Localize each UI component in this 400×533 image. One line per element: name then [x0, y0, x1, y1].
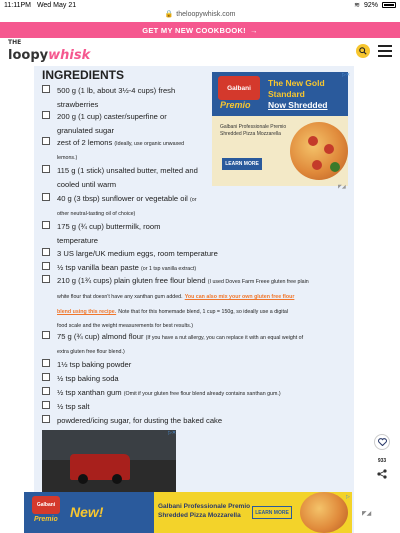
ingredient-checkbox[interactable] [42, 262, 50, 270]
ad-new-label: New! [70, 504, 104, 520]
status-date: Wed May 21 [36, 1, 77, 9]
status-time: 11:11PM [4, 1, 31, 9]
pizza-image [290, 122, 348, 180]
ingredient-checkbox[interactable] [42, 331, 50, 339]
ingredient-item: 200 g (1 cup) caster/superfine or granulated sugar [42, 110, 217, 138]
search-icon [359, 47, 367, 55]
video-ad[interactable] [42, 430, 176, 496]
ingredient-checkbox[interactable] [42, 359, 50, 367]
logo-whisk: whisk [48, 48, 91, 63]
pizza-image [300, 492, 348, 533]
ingredient-item: zest of 2 lemons (Ideally, use organic unwaxed lemons.) [42, 136, 222, 165]
ad-learn-more-button[interactable]: LEARN MORE [252, 506, 292, 519]
ad-learn-more-button[interactable]: LEARN MORE [222, 158, 262, 170]
close-ad-icon[interactable]: ◤◢ [362, 511, 372, 517]
ad-brand-logo: Galbani [32, 496, 60, 514]
blend-recipe-link[interactable]: blend using this recipe. [57, 309, 117, 315]
logo-loopy: loopy [8, 48, 49, 63]
ingredient-item: 40 g (3 tbsp) sunflower or vegetable oil (or other neutral-tasting oil of choice) [42, 192, 247, 221]
share-button[interactable] [376, 468, 388, 480]
display-ad[interactable] [212, 72, 351, 186]
cookbook-banner[interactable] [0, 22, 400, 38]
ad-premio-label: Premio [220, 100, 251, 110]
ad-brand-logo: Galbani [218, 76, 260, 100]
ingredient-item: 1½ tsp baking powder [42, 358, 357, 372]
ingredient-checkbox[interactable] [42, 111, 50, 119]
ingredient-item: ½ tsp salt [42, 400, 357, 414]
hamburger-menu-icon[interactable] [378, 45, 392, 57]
bottom-banner-ad[interactable] [24, 492, 352, 533]
ad-subtext: Galbani Professionale Premio Shredded Pizza Mozzarella [220, 124, 287, 137]
ad-headline: The New Gold Standard Now Shredded [268, 78, 328, 110]
ingredient-checkbox[interactable] [42, 85, 50, 93]
ingredient-checkbox[interactable] [42, 415, 50, 423]
ad-bottom-text: Galbani Professionale Premio Shredded Pizza Mozzarella [158, 503, 251, 519]
ad-info-icon[interactable]: ◤◢ [338, 184, 346, 190]
ingredient-checkbox[interactable] [42, 221, 50, 229]
arrow-right-icon: → [249, 25, 258, 35]
ingredient-checkbox[interactable] [42, 193, 50, 201]
ingredient-item: powdered/icing sugar, for dusting the baked cake [42, 414, 357, 428]
ingredient-item: 3 US large/UK medium eggs, room temperature [42, 247, 357, 261]
lock-icon: 🔒 [164, 11, 174, 18]
truck-image [70, 454, 130, 480]
search-button[interactable] [356, 44, 370, 58]
ad-premio-label: Premio [34, 516, 58, 523]
adchoices-icon[interactable]: ▷✕ [168, 430, 177, 436]
ingredient-checkbox[interactable] [42, 137, 50, 145]
share-icon [377, 469, 387, 479]
ingredient-checkbox[interactable] [42, 275, 50, 283]
url-bar[interactable] [0, 8, 400, 20]
ingredient-checkbox[interactable] [42, 401, 50, 409]
ingredient-item: 500 g (1 lb, about 3½-4 cups) fresh strawberries [42, 84, 217, 112]
adchoices-icon[interactable]: ▷✕ [342, 72, 351, 78]
ingredient-checkbox[interactable] [42, 248, 50, 256]
ingredient-checkbox[interactable] [42, 373, 50, 381]
ingredient-item: 75 g (¾ cup) almond flour (If you have a nut allergy, you can replace it with an equal weight of extra gluten free flour blend.) [42, 330, 362, 359]
ingredient-item: ½ tsp xanthan gum (Omit if your gluten free flour blend already contains xanthan gum.) [42, 386, 362, 401]
save-recipe-button[interactable] [374, 434, 390, 450]
ingredient-checkbox[interactable] [42, 387, 50, 395]
wifi-icon: ≋ [354, 2, 360, 9]
cookbook-banner-label: GET MY NEW COOKBOOK! [142, 25, 246, 35]
ingredient-checkbox[interactable] [42, 165, 50, 173]
adchoices-icon[interactable]: ▷ [346, 494, 350, 500]
battery-percent: 92% [363, 1, 378, 9]
site-header [0, 38, 400, 64]
ingredient-item: 210 g (1¾ cups) plain gluten free flour blend (I used Doves Farm Freee gluten free plain white flour that doesn't have any xanthan gum added. You can also mix your own gluten free flour blend using this recipe. Note that for this homemade blend, 1 cup = 150g, so ideally use a digital food scale and the weight measurements for best results.) [42, 274, 362, 333]
logo-the: THE [8, 39, 22, 46]
heart-icon [378, 438, 387, 446]
ingredient-item: 115 g (1 stick) unsalted butter, melted and cooled until warm [42, 164, 237, 192]
save-count: 933 [377, 458, 387, 464]
ingredient-item: ½ tsp baking soda [42, 372, 357, 386]
ingredients-heading: INGREDIENTS [42, 68, 125, 82]
gluten-free-blend-link[interactable]: You can also mix your own gluten free flour [184, 294, 295, 300]
site-logo[interactable] [8, 40, 90, 62]
url-domain: theloopywhisk.com [176, 10, 236, 18]
ingredient-item: ½ tsp vanilla bean paste (or 1 tsp vanilla extract) [42, 261, 357, 276]
ingredient-item: 175 g (¾ cup) buttermilk, room temperature [42, 220, 247, 248]
